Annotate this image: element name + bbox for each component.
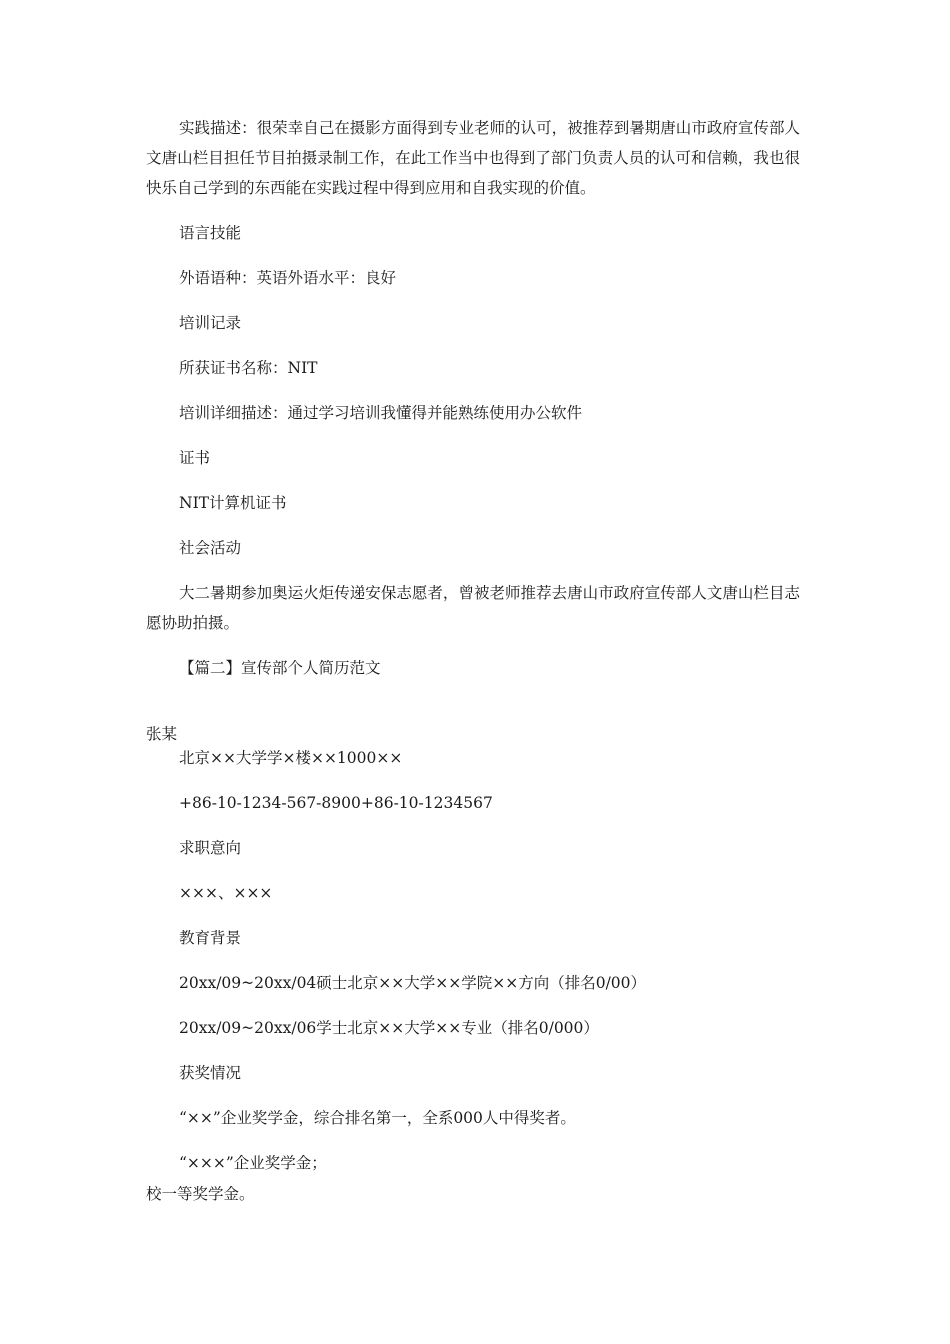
article-two-title: 【篇二】宣传部个人简历范文 <box>179 659 381 677</box>
education-masters-line: 20xx/09~20xx/04硕士北京××大学××学院××方向（排名0/00） <box>179 974 647 992</box>
certificate-line: NIT计算机证书 <box>179 494 287 512</box>
certificate-name-line: 所获证书名称：NIT <box>179 359 318 377</box>
award-line-2: “×××”企业奖学金； <box>179 1154 327 1172</box>
address-line: 北京××大学学×楼××1000×× <box>179 749 403 767</box>
section-heading-social-activities: 社会活动 <box>179 539 242 557</box>
social-activity-paragraph: 大二暑期参加奥运火炬传递安保志愿者，曾被老师推荐去唐山市政府宣传部人文唐山栏目志愿协助拍摄。 <box>146 584 800 632</box>
foreign-language-line: 外语语种：英语外语水平：良好 <box>179 269 397 287</box>
education-bachelors-line: 20xx/09~20xx/06学士北京××大学××专业（排名0/000） <box>179 1019 599 1037</box>
section-heading-training: 培训记录 <box>179 314 242 332</box>
section-heading-certificates: 证书 <box>179 449 211 467</box>
phone-line: +86-10-1234-567-8900+86-10-1234567 <box>179 794 493 812</box>
section-heading-job-intention: 求职意向 <box>179 839 242 857</box>
award-line-1: “××”企业奖学金，综合排名第一，全系000人中得奖者。 <box>179 1109 576 1127</box>
section-heading-education: 教育背景 <box>179 929 242 947</box>
section-heading-awards: 获奖情况 <box>179 1064 242 1082</box>
training-description-line: 培训详细描述：通过学习培训我懂得并能熟练使用办公软件 <box>179 404 583 422</box>
award-line-3: 校一等奖学金。 <box>146 1185 255 1203</box>
practice-description-paragraph: 实践描述：很荣幸自己在摄影方面得到专业老师的认可，被推荐到暑期唐山市政府宣传部人文唐山栏目担任节目拍摄录制工作，在此工作当中也得到了部门负责人员的认可和信赖，我也很快乐自己学到的东西能在实践过程中得到应用和自我实现的价值。 <box>146 119 800 197</box>
section-heading-language-skills: 语言技能 <box>179 224 242 242</box>
job-intention-line: ×××、××× <box>179 884 273 902</box>
resume-name: 张某 <box>146 725 178 743</box>
